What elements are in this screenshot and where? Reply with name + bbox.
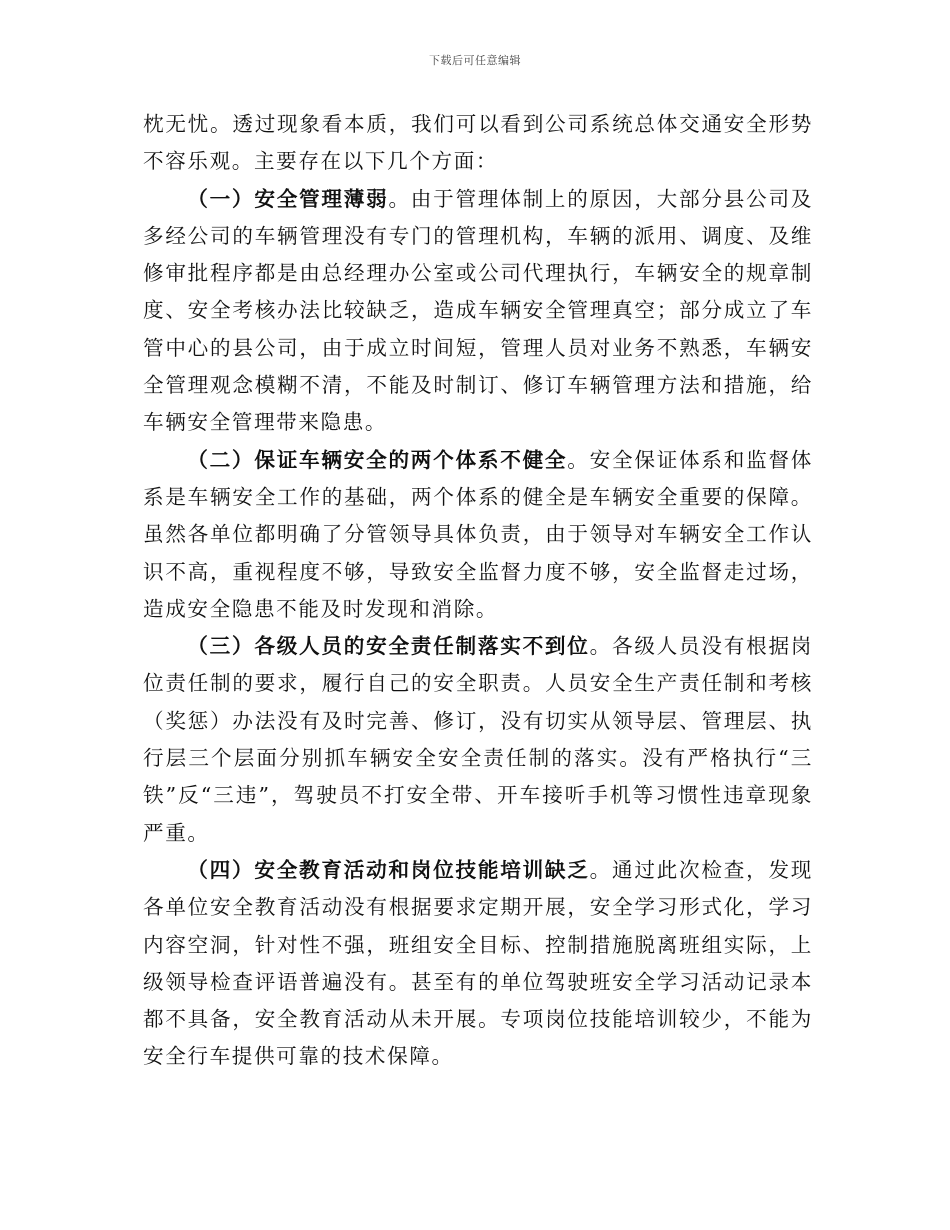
section-heading: （三）各级人员的安全责任制落实不到位	[187, 634, 590, 659]
paragraph-text: 。各级人员没有根据岗位责任制的要求，履行自己的安全职责。人员安全生产责任制和考核（奖惩）办法没有及时完善、修订，没有切实从领导层、管理层、执行层三个层面分别抓车辆安全安全责任制的落实。没有严格执行“三铁”反“三违”，驾驶员不打安全带、开车接听手机等习惯性违章现象严重。	[143, 634, 813, 845]
paragraph-section-2	[143, 442, 813, 628]
section-heading: （一）安全管理薄弱	[187, 186, 389, 211]
paragraph-text: 。由于管理体制上的原因，大部分县公司及多经公司的车辆管理没有专门的管理机构，车辆的派用、调度、及维修审批程序都是由总经理办公室或公司代理执行，车辆安全的规章制度、安全考核办法比较缺乏，造成车辆安全管理真空；部分成立了车管中心的县公司，由于成立时间短，管理人员对业务不熟悉，车辆安全管理观念模糊不清，不能及时制订、修订车辆管理方法和措施，给车辆安全管理带来隐患。	[143, 186, 813, 435]
paragraph-continuation	[143, 106, 813, 181]
paragraph-text: 。安全保证体系和监督体系是车辆安全工作的基础，两个体系的健全是车辆安全重要的保障。虽然各单位都明确了分管领导具体负责，由于领导对车辆安全工作认识不高，重视程度不够，导致安全监督力度不够，安全监督走过场，造成安全隐患不能及时发现和消除。	[143, 447, 813, 621]
document-body	[143, 106, 813, 1076]
section-heading: （二）保证车辆安全的两个体系不健全	[187, 447, 568, 472]
section-heading: （四）安全教育活动和岗位技能培训缺乏	[187, 857, 590, 882]
paragraph-text: 。通过此次检查，发现各单位安全教育活动没有根据要求定期开展，安全学习形式化，学习内容空洞，针对性不强，班组安全目标、控制措施脱离班组实际，上级领导检查评语普遍没有。甚至有的单位驾驶班安全学习活动记录本都不具备，安全教育活动从未开展。专项岗位技能培训较少，不能为安全行车提供可靠的技术保障。	[143, 857, 813, 1069]
header-note: 下载后可任意编辑	[429, 54, 521, 67]
paragraph-text: 枕无忧。透过现象看本质，我们可以看到公司系统总体交通安全形势不容乐观。主要存在以下几个方面：	[143, 112, 813, 174]
paragraph-section-1	[143, 181, 813, 442]
paragraph-section-3	[143, 628, 813, 852]
paragraph-section-4	[143, 852, 813, 1076]
